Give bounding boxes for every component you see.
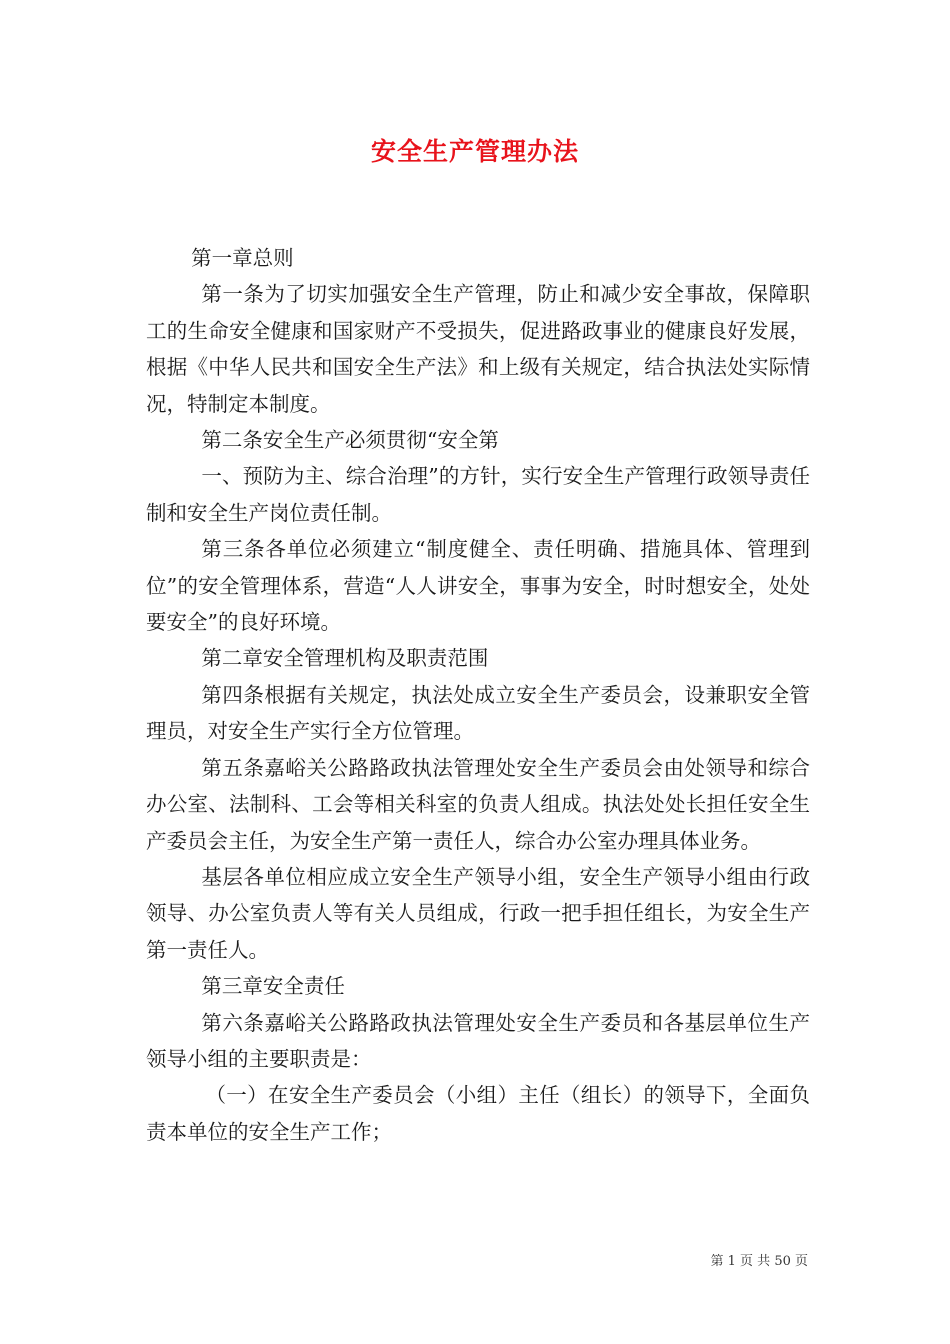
paragraph-article-2: 第二条安全生产必须贯彻“安全第	[201, 428, 499, 453]
paragraph-clause-1: （一）在安全生产委员会（小组）主任（组长）的领导下，全面负责本单位的安全生产工作；	[146, 1083, 810, 1144]
paragraph-grassroots-units: 基层各单位相应成立安全生产领导小组，安全生产领导小组由行政领导、办公室负责人等有关人员组成，行政一把手担任组长，为安全生产第一责任人。	[146, 864, 810, 962]
chapter-heading-2: 第二章安全管理机构及职责范围	[201, 646, 489, 671]
page-number-footer: 第 1 页 共 50 页	[710, 1254, 808, 1269]
paragraph-article-4: 第四条根据有关规定，执法处成立安全生产委员会，设兼职安全管理员，对安全生产实行全方位管理。	[146, 682, 810, 744]
chapter-heading-3: 第三章安全责任	[201, 974, 345, 999]
document-title: 安全生产管理办法	[370, 137, 579, 166]
paragraph-article-3: 第三条各单位必须建立“制度健全、责任明确、措施具体、管理到位”的安全管理体系，营造“人人讲安全，事事为安全，时时想安全，处处要安全”的良好环境。	[146, 537, 810, 635]
paragraph-article-6: 第六条嘉峪关公路路政执法管理处安全生产委员和各基层单位生产领导小组的主要职责是：	[146, 1010, 810, 1071]
paragraph-article-5: 第五条嘉峪关公路路政执法管理处安全生产委员会由处领导和综合办公室、法制科、工会等相关科室的负责人组成。执法处处长担任安全生产委员会主任，为安全生产第一责任人，综合办公室办理具体业务。	[146, 755, 810, 853]
chapter-heading-1: 第一章总则	[191, 246, 294, 270]
paragraph-article-1: 第一条为了切实加强安全生产管理，防止和减少安全事故，保障职工的生命安全健康和国家财产不受损失，促进路政事业的健康良好发展，根据《中华人民共和国安全生产法》和上级有关规定，结合执法处实际情况，特制定本制度。	[146, 282, 810, 416]
paragraph-article-2-cont: 一、预防为主、综合治理”的方针，实行安全生产管理行政领导责任制和安全生产岗位责任制。	[146, 464, 810, 525]
document-body	[146, 240, 810, 1150]
